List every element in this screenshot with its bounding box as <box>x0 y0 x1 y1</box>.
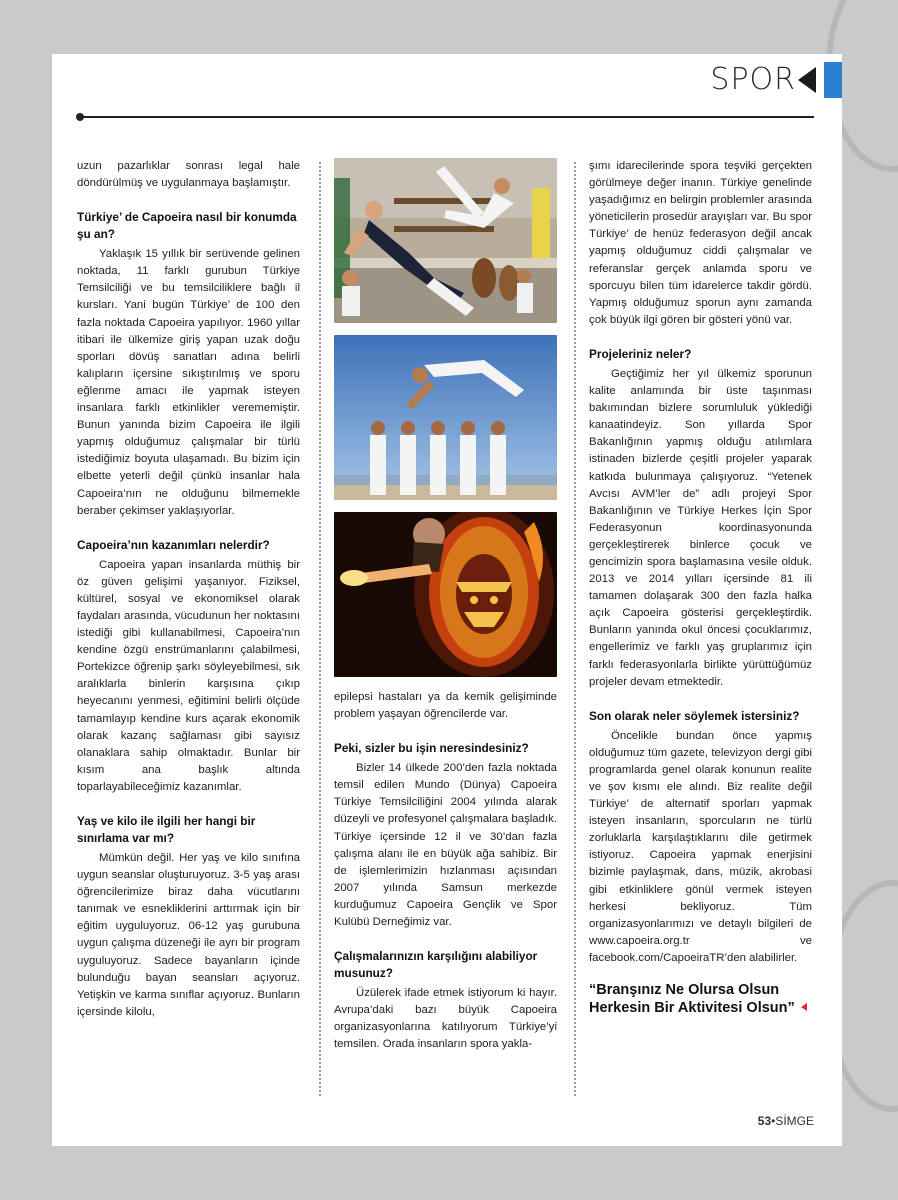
article-column-3 <box>589 158 812 1017</box>
header-rule <box>79 116 814 118</box>
capoeira-training-photo <box>334 158 557 323</box>
article-column-1 <box>77 158 300 1021</box>
folio-separator: • <box>771 1114 776 1128</box>
page-number: 53 <box>757 1114 772 1128</box>
paragraph: Yaklaşık 15 yıllık bir serüvende gelinen noktada, 11 farklı gurubun Türkiye Temsilciliği ve bu temsilciliklere bağlı il kursları. Yani bugün Türkiye’ de 100 den fazla noktada Capoeira yapılıyor. 1960 yıllar itibari ile ülkemize giriş yapan uzak doğu sporları dövüş sanatları adına belirli kalıpların içersine sıkıştırılmış ve sporu eğlenme amacı ile yapmak isteyen insanlara farklı etkinlikler verememiştir. Bunun yanında bizim Capoeira ile ilgili yapmış olduğumuz çalışmalar bir türlü istediğimiz boyuta ulaşamadı. Bu bizim için elbette yeterli değil çünkü insanlar hala Capoeira’nın ne olduğunu bilmemekle beraber çekimser yaklaşıyorlar. <box>77 248 300 517</box>
chevron-left-icon <box>798 67 816 93</box>
question-heading: Capoeira’nın kazanımları nelerdir? <box>77 537 270 552</box>
question-heading: Çalışmalarınızın karşılığını alabiliyor musunuz? <box>334 949 538 981</box>
paragraph: Capoeira yapan insanlarda müthiş bir öz güven gelişimi yaşanıyor. Fiziksel, kültürel, sosyal ve ekonomiksel olarak faydaları arasında, vücudunun her noktasını istediği gibi kullanabilmesi, Capoeira’nın kendine özgü enstrümanlarını çalabilmesi, Portekizce öğrenip şarkı söyleyebilmesi, sık aralıklarla binlerin karşısına çıkıp heyecanını yenmesi, eğitimini belirli ölçüde tamamlayıp kendine kurs açarak ekonomik olarak kazanç sağlaması gibi sayısız olanaklara sahip olmaktadır. Bunlar bir kısım ana başlık altında toparlayabileceğimiz kazanımlar. <box>77 558 300 793</box>
pull-quote <box>589 981 812 1017</box>
question-heading: Türkiye’ de Capoeira nasıl bir konumda şu an? <box>77 210 297 242</box>
paragraph: Mümkün değil. Her yaş ve kilo sınıfına uygun seanslar oluşturuyoruz. 3-5 yaş arası öğrencilerimize biraz daha vücutlarını tanımak ve esnekliklerini arttırmak için bir eğitim uyguluyoruz. 06-12 yaş gurubuna uygun çalışma düzeneği ile ayrı bir program uyguluyoruz. Sadece bayanların içinde bulunduğu bayan seansları açıyoruz. Yetişkin ve karma sınıflar açıyoruz. Bunların içersinde kilolu, <box>77 852 300 1018</box>
article-column-2 <box>334 158 557 1054</box>
magazine-page <box>52 54 842 1146</box>
pull-quote-line-2 <box>589 999 812 1017</box>
header-rule-dot <box>76 113 84 121</box>
question-heading: Yaş ve kilo ile ilgili her hangi bir sınırlama var mı? <box>77 814 256 845</box>
paragraph: uzun pazarlıklar sonrası legal hale döndürülmüş ve uygulanmaya başlamıştır. <box>77 160 300 190</box>
question-heading: Peki, sizler bu işin neresindesiniz? <box>334 741 529 756</box>
question-heading: Son olarak neler söylemek istersiniz? <box>589 708 800 723</box>
column-divider <box>319 162 321 1096</box>
capoeira-fire-performance-photo <box>334 512 557 677</box>
pull-quote-text: Herkesin Bir Aktivitesi Olsun” <box>589 1000 795 1017</box>
paragraph: şımı idarecilerinde spora teşviki gerçekten görülmeye değer inanın. Türkiye genelinde yaşadığımız en belirgin problemler arasında yöneticilerin prosedür arayışları var. Bu spor Türkiye’ de henüz federasyon değil ancak yapmış olduğumuz ciddi çalışmalar ve referanslar gerçek anlamda sporu ve sporcuyu bilen tüm idarelerce takdir gördü. Yapmış olduğumuz sporun aynı zamanda çok büyük ilgi gören bir gösteri yönü var. <box>589 160 812 326</box>
magazine-name: SİMGE <box>775 1114 814 1128</box>
section-color-tab <box>824 62 842 98</box>
page-folio <box>758 1114 814 1128</box>
arrow-left-icon <box>801 1003 807 1011</box>
question-heading: Projeleriniz neler? <box>589 346 692 361</box>
paragraph: Bizler 14 ülkede 200’den fazla noktada temsil edilen Mundo (Dünya) Capoeira Türkiye Temsilciliğini 2004 yılında alarak düzeyli ve profesyonel çalışmalara başladık. Türkiye içersinde 12 il ve 30’dan fazla çalışma alanı ile en büyük ağa sahibiz. Bir de işlemlerimizin hızlanması açısından 2007 yılında Samsun merkezde kurduğumuz Capoeira Gençlik ve Spor Kulübü Derneğimiz var. <box>334 762 557 929</box>
paragraph: epilepsi hastaları ya da kemik gelişiminde problem yaşayan öğrencilerde var. <box>334 691 557 721</box>
column-divider <box>574 162 576 1096</box>
paragraph: Geçtiğimiz her yıl ülkemiz sporunun kalite anlamında bir üste taşınması bakımından bizlere sorumluluk yüklediği kanaatindeyiz. Son yıllarda Spor Bakanlığının yapmış olduğu atılımlara istinaden bizlerde çeşitli projeler yaparak katkıda bulunmaya çalışıyoruz. “Yetenek Avcısı AVM’ler de” adlı projeyi Spor Bakanlığının ve Türkiye Herkes İçin Spor Federasyonun koordinasyonunda gerçekleştirerek binlerce çocuk ve gencimizin spora başlamasına vesile olduk. 2013 ve 2014 yılları içersinde 81 ili tamamen dolaşarak 300 den fazla halka açık Capoeira gösterisi gerçekleştirdik. Bunların yanında okul öncesi çocuklarımız, engellerimiz ve farklı yaş gruplarımız için farklı federasyonlarla birlikte yürüttüğümüz projeler devam etmektedir. <box>589 367 812 688</box>
paragraph: Öncelikle bundan önce yapmış olduğumuz tüm gazete, televizyon dergi gibi programlarda genel olarak konunun realite ve şov kısmı ele alındı. Biz realite değil Türkiye’ de alternatif sporları yapmak isteyen insanların, sporcuların ne türlü zorluklarla karşılaştıklarını dile getirmek istiyoruz. Capoeira yapmak enerjisini bizimle paylaşmak, dans, müzik, akrobasi gibi etkinliklere gönül vermek isteyen herkesi bekliyoruz. Tüm organizasyonlarımızı ve detaylı bilgileri de www.capoeira.org.tr ve facebook.com/CapoeiraTR’den alabilirler. <box>589 729 812 964</box>
pull-quote-line: “Branşınız Ne Olursa Olsun <box>589 982 780 999</box>
paragraph: Üzülerek ifade etmek istiyorum ki hayır. Avrupa’daki bazı büyük Capoeira organizasyonlarına katılıyorum Türkiye’yi temsilen. Orada insanların spora yakla- <box>334 987 557 1051</box>
section-title: SPOR <box>710 62 796 97</box>
capoeira-beach-flip-photo <box>334 335 557 500</box>
